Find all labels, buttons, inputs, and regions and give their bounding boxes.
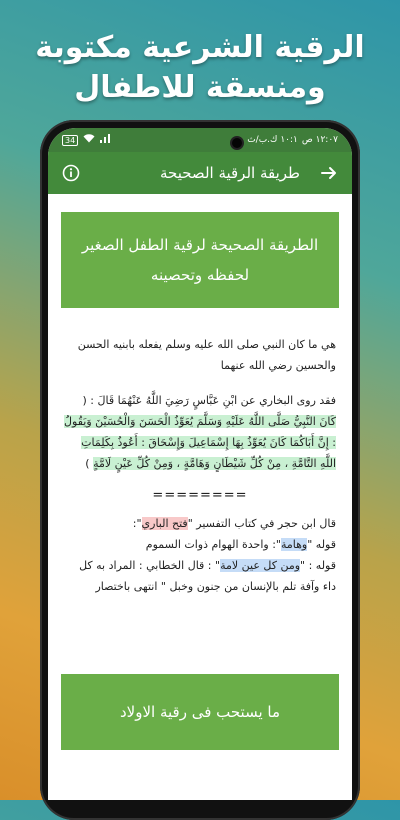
commentary-line1-prefix: قال ابن حجر في كتاب التفسير " [187,517,336,530]
status-left [62,134,110,146]
promo-header [0,28,400,108]
highlight-hamma: وهامة [280,538,308,551]
commentary-text [64,513,336,597]
commentary-line2-prefix: قوله " [307,538,336,551]
signal-icon [100,134,110,146]
commentary-line1-suffix: ": [132,517,142,530]
commentary-line2 [64,534,336,555]
highlight-fath-albari: فتح الباري [141,517,188,530]
next-section-button[interactable]: ما يستحب فى رقية الاولاد [61,674,339,750]
content [48,212,352,597]
status-right [247,135,338,145]
app-screen [48,128,352,800]
status-bar [48,128,352,152]
intro-text: هي ما كان النبي صلى الله عليه وسلم يفعله بابنيه الحسن والحسين رضي الله عنهما [77,338,336,372]
status-indicators: ١٠:١ ك.ب/ث [247,135,298,145]
wifi-icon [83,134,95,146]
commentary-line3-prefix: قوله : " [300,559,336,572]
banner-line1: الطريقة الصحيحة لرقية الطفل الصغير [81,236,319,254]
hadith-text [64,390,336,474]
app-bar [48,152,352,194]
commentary-line3 [64,555,336,597]
front-camera [230,136,244,150]
commentary-line2-suffix: ": واحدة الهوام ذوات السموم [145,538,281,551]
status-time: ١٢:٠٧ ص [301,135,338,145]
hadith-part1: فقد روى البخاري عن ابْنِ عَبَّاسٍ رَضِيَ اللَّهُ عَنْهُمَا قَالَ : ( [82,394,336,407]
title-banner [61,212,339,308]
promo-title-line2: ومنسقة للاطفال [74,70,326,105]
battery-icon: 34 [62,135,78,146]
arrow-right-icon[interactable] [318,162,340,184]
promo-title-line1: الرقية الشرعية مكتوبة [35,30,365,65]
hadith-highlight: كَانَ النَّبِيُّ صَلَّى اللَّهُ عَلَيْهِ وَسَلَّمَ يُعَوِّذُ الْحَسَنَ وَالْحُسَيْنَ وَيَقُولُ : إِنَّ أَبَاكُمَا كَانَ يُعَوِّذُ بِهَا إِسْمَاعِيلَ وَإِسْحَاقَ : أَعُوذُ بِكَلِمَاتِ اللَّهِ التَّامَّةِ ، مِنْ كُلِّ شَيْطَانٍ وَهَامَّةٍ ، وَمِنْ كُلِّ عَيْنٍ لَامَّةٍ [64,415,336,470]
page-title: طريقة الرقية الصحيحة [160,164,300,182]
hadith-part3: ) [85,457,90,470]
info-icon[interactable] [60,162,82,184]
separator: ======== [152,488,248,503]
banner-line2: لحفظه وتحصينه [150,266,250,284]
commentary-line3-suffix: " : قال الخطابي : المراد به كل داء وآفة تلم بالإنسان من جنون وخبل " انتهى باختصار [79,559,336,593]
commentary-line1 [64,513,336,534]
highlight-ayn-lamma: ومن كل عين لامة [220,559,301,572]
